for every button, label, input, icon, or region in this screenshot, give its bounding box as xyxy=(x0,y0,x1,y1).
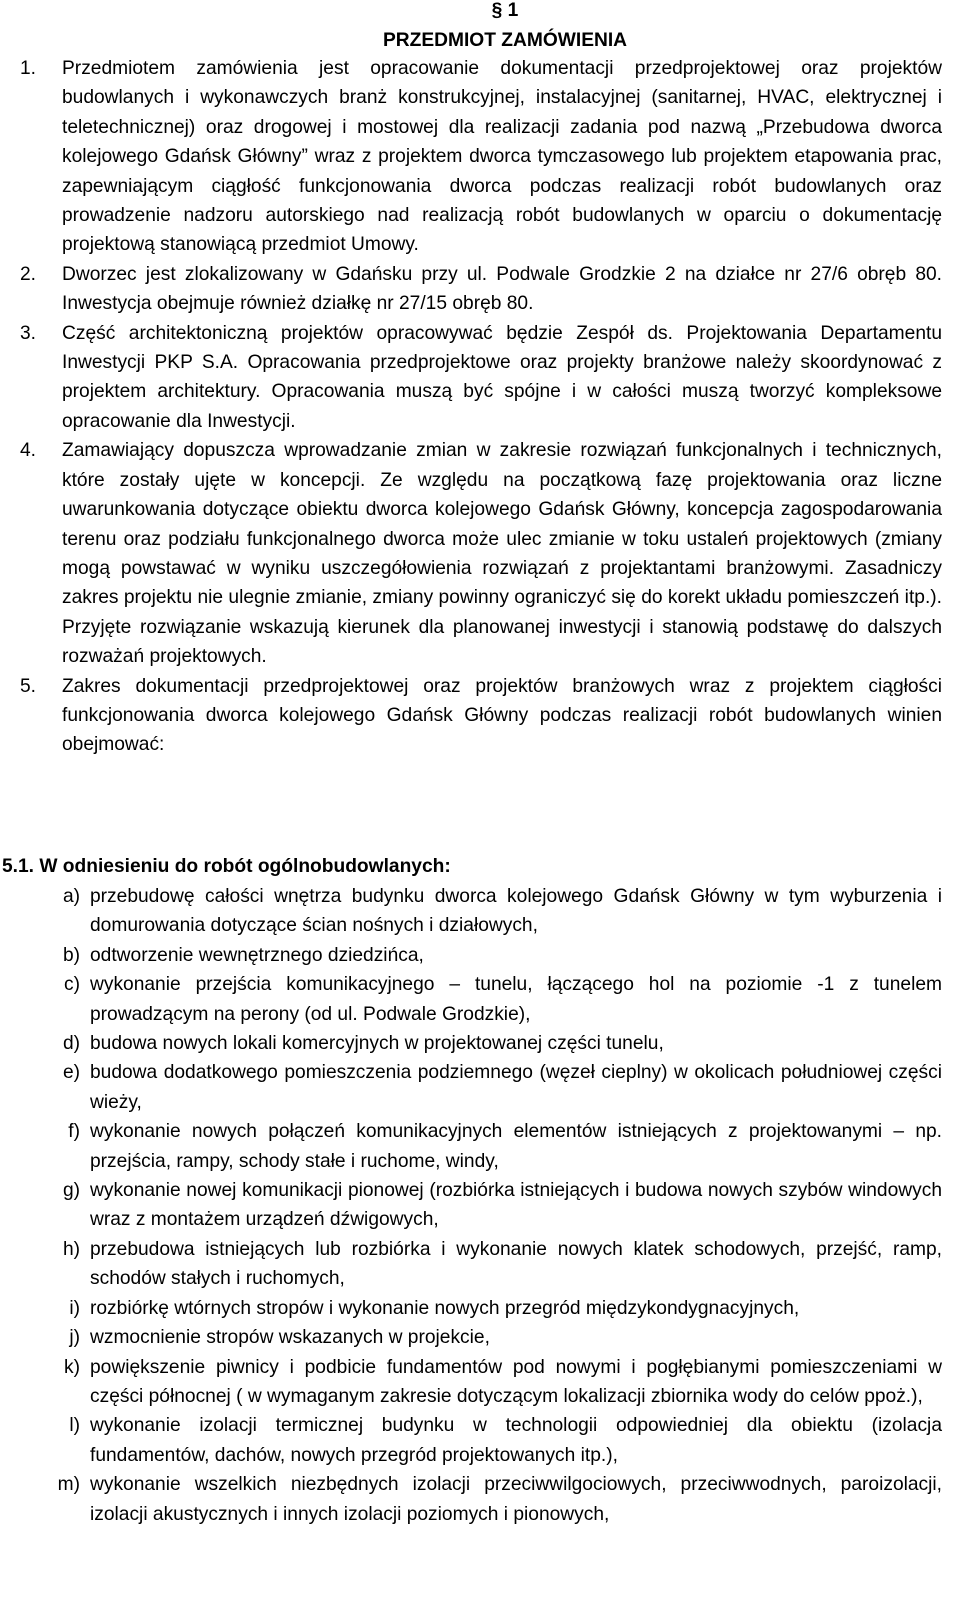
item-letter: a) xyxy=(62,886,80,907)
item-text: wykonanie wszelkich niezbędnych izolacji przeciwwilgociowych, przeciwwodnych, paroizolacji, izolacji akustycznych i innych izolacji poziomych i pionowych, xyxy=(90,1474,942,1525)
sublist-item xyxy=(0,1470,960,1529)
item-number: 2. xyxy=(20,263,37,285)
item-letter: b) xyxy=(62,944,80,966)
item-text: wzmocnienie stropów wskazanych w projekcie, xyxy=(90,1327,490,1349)
item-number: 5. xyxy=(20,675,37,697)
item-letter: c) xyxy=(64,974,80,996)
sublist-item xyxy=(0,970,960,1029)
section-title: PRZEDMIOT ZAMÓWIENIA xyxy=(382,30,628,51)
item-text: przebudowę całości wnętrza budynku dworca kolejowego Gdańsk Główny w tym wyburzenia i domurowania dotyczące ścian nośnych i działowych, xyxy=(90,886,942,937)
list-item xyxy=(0,672,960,760)
list-item xyxy=(0,319,960,437)
item-number: 1. xyxy=(20,58,37,79)
item-number: 4. xyxy=(20,440,37,462)
lettered-list xyxy=(0,882,960,1529)
subsection-heading: 5.1. W odniesieniu do robót ogólnobudowlanych: xyxy=(2,856,451,877)
item-text: wykonanie przejścia komunikacyjnego – tunelu, łączącego hol na poziomie -1 z tunelem prowadzącym na perony (od ul. Podwale Grodzkie), xyxy=(90,974,942,1025)
sublist-item xyxy=(0,1235,960,1294)
item-text: wykonanie nowych połączeń komunikacyjnych elementów istniejących z projektowanymi – np. przejścia, rampy, schody stałe i ruchome, windy, xyxy=(90,1121,942,1172)
sublist-item xyxy=(0,1058,960,1117)
sublist-item xyxy=(0,1029,960,1058)
sublist-item xyxy=(0,1117,960,1176)
list-item xyxy=(0,436,960,671)
item-text: rozbiórkę wtórnych stropów i wykonanie nowych przegród międzykondygnacyjnych, xyxy=(90,1297,800,1319)
item-number: 3. xyxy=(20,322,37,344)
item-letter: j) xyxy=(69,1327,80,1349)
item-text: wykonanie nowej komunikacji pionowej (rozbiórka istniejących i budowa nowych szybów windowych wraz z montażem urządzeń dźwigowych, xyxy=(90,1180,942,1231)
numbered-list xyxy=(0,54,960,760)
item-text: Dworzec jest zlokalizowany w Gdańsku przy ul. Podwale Grodzkie 2 na działce nr 27/6 obręb 80. Inwestycja obejmuje również działkę nr 27/15 obręb 80. xyxy=(62,263,942,315)
item-letter: l) xyxy=(69,1415,80,1437)
item-text: wykonanie izolacji termicznej budynku w technologii odpowiedniej dla obiektu (izolacja fundamentów, dachów, nowych przegród projektowanych itp.), xyxy=(90,1415,942,1466)
list-item xyxy=(0,54,960,260)
item-text: Część architektoniczną projektów opracowywać będzie Zespół ds. Projektowania Departamentu Inwestycji PKP S.A. Opracowania przedprojektowe oraz projekty branżowe należy skoordynować z projektem architektury. Opracowania muszą być spójne i w całości muszą tworzyć kompleksowe opracowanie dla Inwestycji. xyxy=(62,322,942,432)
sublist-item xyxy=(0,1411,960,1470)
item-letter: k) xyxy=(64,1356,80,1378)
item-text: przebudowa istniejących lub rozbiórka i wykonanie nowych klatek schodowych, przejść, ramp, schodów stałych i ruchomych, xyxy=(90,1238,942,1290)
item-letter: m) xyxy=(57,1474,80,1496)
item-letter: f) xyxy=(68,1121,80,1143)
sublist-item xyxy=(0,1294,960,1323)
list-item xyxy=(0,260,960,319)
item-letter: h) xyxy=(62,1238,80,1260)
item-letter: d) xyxy=(62,1033,80,1055)
item-text: Przedmiotem zamówienia jest opracowanie dokumentacji przedprojektowej oraz projektów budowlanych i wykonawczych branż konstrukcyjnej, instalacyjnej (sanitarnej, HVAC, elektrycznej i teletechnicznej) oraz drogowej i mostowej dla realizacji zadania pod nazwą „Przebudowa dworca kolejowego Gdańsk Główny” wraz z projektem dworca tymczasowego lub projektem etapowania prac, zapewniającym ciągłość funkcjonowania dworca podczas realizacji robót budowlanych oraz prowadzenie nadzoru autorskiego nad realizacją robót budowlanych w oparciu o dokumentację projektową stanowiącą przedmiot Umowy. xyxy=(62,58,942,256)
item-letter: e) xyxy=(62,1062,80,1084)
item-text: Zamawiający dopuszcza wprowadzanie zmian w zakresie rozwiązań funkcjonalnych i technicznych, które zostały ujęte w koncepcji. Ze względu na początkową fazę projektowania oraz liczne uwarunkowania dotyczące obiektu dworca kolejowego Gdańsk Główny, koncepcja zagospodarowania terenu oraz podziału funkcjonalnego dworca może ulec zmianie w toku ustaleń projektowych (zmiany mogą powstawać w wyniku uszczegółowienia rozwiązań z projektantami branżowymi. Zasadniczy zakres projektu nie ulegnie zmianie, zmiany powinny ograniczyć się do korekt układu pomieszczeń itp.). Przyjęte rozwiązanie wskazują kierunek dla planowanej inwestycji i stanowią podstawę do dalszych rozważań projektowych. xyxy=(62,440,942,668)
section-number: § 1 xyxy=(491,0,519,21)
sublist-item xyxy=(0,1323,960,1352)
sublist-item xyxy=(0,882,960,941)
sublist-item xyxy=(0,1353,960,1412)
item-letter: g) xyxy=(62,1180,80,1202)
item-text: odtworzenie wewnętrznego dziedzińca, xyxy=(90,944,424,966)
sublist-item xyxy=(0,941,960,970)
item-text: Zakres dokumentacji przedprojektowej oraz projektów branżowych wraz z projektem ciągłości funkcjonowania dworca kolejowego Gdańsk Główny podczas realizacji robót budowlanych winien obejmować: xyxy=(62,675,942,756)
item-text: budowa dodatkowego pomieszczenia podziemnego (węzeł cieplny) w okolicach południowej części wieży, xyxy=(90,1062,942,1113)
item-text: powiększenie piwnicy i podbicie fundamentów pod nowymi i pogłębianymi pomieszczeniami w części północnej ( w wymaganym zakresie dotyczącym lokalizacji zbiornika wody do celów ppoż.), xyxy=(90,1356,942,1407)
item-text: budowa nowych lokali komercyjnych w projektowanej części tunelu, xyxy=(90,1033,664,1055)
section-heading xyxy=(0,0,960,56)
item-letter: i) xyxy=(69,1297,80,1319)
sublist-item xyxy=(0,1176,960,1235)
